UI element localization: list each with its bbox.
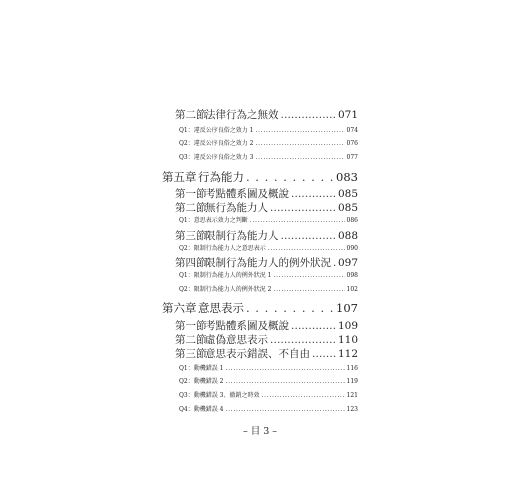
dot-leader [312,348,336,360]
toc-title: 動機錯誤 3、撤銷之時效 [193,392,260,399]
toc-title: 限制行為能力人的例外狀況 2 [193,286,272,293]
dot-leader [256,127,345,134]
toc-number: 第六章 [162,301,197,315]
toc-number: Q2 [179,286,188,293]
dot-leader [256,140,345,147]
toc-page-number: 107 [336,301,358,315]
toc-number: Q1 [179,272,188,279]
toc-entry: Q2：違反公序良俗之效力 2 . . . 076 [179,138,358,147]
toc-number: 第三節 [175,348,207,360]
dot-leader [246,170,334,184]
toc-page-number: 074 [346,127,358,134]
dot-leader [268,245,345,252]
toc-title: 動機錯誤 4 [193,406,224,413]
toc-number: 第二節 [175,109,207,121]
dot-leader [250,217,345,224]
toc-title: 動機錯誤 2 [193,378,224,385]
toc-number: Q2 [179,140,188,147]
toc-number: Q3 [179,392,188,399]
toc-entry: Q1：動機錯誤 1 . . . 116 [179,363,358,372]
dot-leader [274,286,345,293]
toc-number: Q2 [179,378,188,385]
toc-page-number: 110 [337,334,358,346]
toc-title: 考點體系圖及概說 [205,188,289,200]
dot-leader [333,257,336,269]
dot-leader [281,230,336,242]
toc-entry [175,107,358,121]
toc-entry: Q1：限制行為能力人的例外狀況 1 . . . 098 [179,270,358,279]
dot-leader [246,301,334,315]
toc-entry: Q2：動機錯誤 2 . . . 119 [179,376,358,385]
toc-entry [175,346,358,360]
toc-page-number: 116 [346,365,358,372]
toc-chapter [162,169,358,184]
toc-title: 意思表示效力之判斷 [193,217,248,224]
toc-title: 限制行為能力人之意思表示 [193,245,266,252]
toc-entry [175,255,358,269]
dot-leader [226,406,345,413]
toc-title: 限制行為能力人的例外狀況 1 [193,272,272,279]
dot-leader [281,109,336,121]
toc-page-number: 085 [337,202,358,214]
toc-number: 第二節 [175,334,207,346]
toc-page-number: 121 [346,392,358,399]
toc-page-number: 071 [337,109,358,121]
page-footer: – 目 3 – [242,426,278,437]
toc-entry: Q2：限制行為能力人的例外狀況 2 . . . 102 [179,284,358,293]
toc-entry: Q4：動機錯誤 4 . . . 123 [179,404,358,413]
dot-leader [274,272,345,279]
toc-number: Q2 [179,245,188,252]
toc-page-number: 097 [337,257,358,269]
toc-entry: Q3：違反公序良俗之效力 3 . . . 077 [179,152,358,161]
toc-title: 違反公序良俗之效力 2 [193,140,254,147]
toc-number: Q4 [179,406,188,413]
toc-title: 違反公序良俗之效力 1 [193,127,254,134]
toc-entry [175,228,358,242]
toc-title: 無行為能力人 [205,202,268,214]
toc-entry: Q1：違反公序良俗之效力 1 . . . 074 [179,125,358,134]
toc-entry [175,200,358,214]
toc-page-number: 088 [337,230,358,242]
toc-entry [175,186,358,200]
toc-number: Q3 [179,154,188,161]
toc-number: Q1 [179,127,188,134]
dot-leader [226,365,345,372]
toc-title: 動機錯誤 1 [193,365,224,372]
toc-page-number: 090 [346,245,358,252]
toc-page-number: 076 [346,140,358,147]
toc-number: 第二節 [175,202,207,214]
toc-title: 限制行為能力人的例外狀況 [205,257,331,269]
toc-page-number: 102 [346,286,358,293]
dot-leader [256,154,345,161]
toc-entry [175,332,358,346]
toc-number: 第一節 [175,188,207,200]
toc-title: 限制行為能力人 [205,230,279,242]
toc-page-number: 123 [346,406,358,413]
toc-page-number: 083 [336,170,358,184]
toc-page-number: 098 [346,272,358,279]
dot-leader [291,320,336,332]
toc-entry: Q2：限制行為能力人之意思表示 . . . 090 [179,243,358,252]
toc-page-number: 119 [346,378,358,385]
toc-title: 虛偽意思表示 [205,334,268,346]
toc-page-number: 085 [337,188,358,200]
toc-title: 意思表示錯誤、不自由 [205,348,310,360]
toc-page-number: 109 [337,320,358,332]
toc-number: 第一節 [175,320,207,332]
toc-chapter [162,300,358,315]
toc-number: 第三節 [175,230,207,242]
dot-leader [291,188,336,200]
dot-leader [270,202,336,214]
toc-number: 第四節 [175,257,207,269]
toc-title: 意思表示 [198,301,244,315]
dot-leader [270,334,336,346]
toc-number: Q1 [179,217,188,224]
toc-number: Q1 [179,365,188,372]
toc-title: 違反公序良俗之效力 3 [193,154,254,161]
toc-page-number: 086 [346,217,358,224]
toc-entry: Q3：動機錯誤 3、撤銷之時效 . . . 121 [179,390,358,399]
dot-leader [226,378,345,385]
toc-title: 行為能力 [198,170,244,184]
toc-page-number: 112 [337,348,358,360]
toc-title: 考點體系圖及概說 [205,320,289,332]
toc-number: 第五章 [162,170,197,184]
toc-entry [175,318,358,332]
toc-title: 法律行為之無效 [205,109,279,121]
toc-page-number: 077 [346,154,358,161]
toc-entry: Q1：意思表示效力之判斷 . . . 086 [179,215,358,224]
dot-leader [262,392,345,399]
